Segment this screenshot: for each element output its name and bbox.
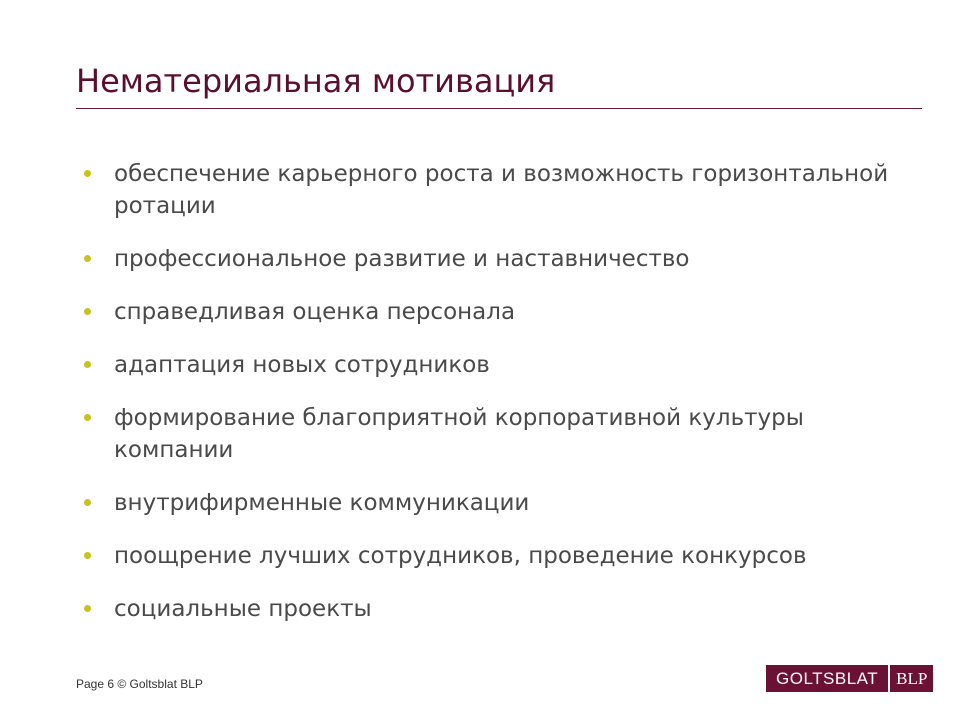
bullet-item	[84, 487, 904, 519]
bullet-item	[84, 349, 904, 381]
footer-page-info: Page 6 © Goltsblat BLP	[76, 677, 203, 691]
slide-title: Нематериальная мотивация	[76, 62, 556, 100]
bullet-text: поощрение лучших сотрудников, проведение конкурсов	[114, 543, 807, 569]
bullet-dot-icon	[84, 605, 91, 612]
bullet-item	[84, 243, 904, 275]
bullet-dot-icon	[84, 170, 91, 177]
bullet-dot-icon	[84, 308, 91, 315]
bullet-item	[84, 593, 904, 625]
bullet-dot-icon	[84, 499, 91, 506]
bullet-dot-icon	[84, 414, 91, 421]
title-divider	[76, 108, 922, 109]
bullet-text: формирование благоприятной корпоративной культуры компании	[114, 405, 804, 463]
bullet-list	[84, 158, 904, 646]
bullet-text: профессиональное развитие и наставничество	[114, 246, 690, 272]
bullet-text: обеспечение карьерного роста и возможность горизонтальной ротации	[114, 161, 889, 219]
bullet-item	[84, 540, 904, 572]
bullet-dot-icon	[84, 361, 91, 368]
company-logo	[766, 665, 933, 692]
bullet-dot-icon	[84, 255, 91, 262]
logo-wordmark: GOLTSBLAT	[766, 665, 888, 692]
bullet-item	[84, 158, 904, 222]
bullet-dot-icon	[84, 552, 91, 559]
bullet-item	[84, 296, 904, 328]
logo-suffix: BLP	[890, 665, 933, 692]
bullet-text: внутрифирменные коммуникации	[114, 490, 530, 516]
bullet-text: социальные проекты	[114, 596, 372, 622]
bullet-text: адаптация новых сотрудников	[114, 352, 490, 378]
bullet-text: справедливая оценка персонала	[114, 299, 516, 325]
bullet-item	[84, 402, 904, 466]
